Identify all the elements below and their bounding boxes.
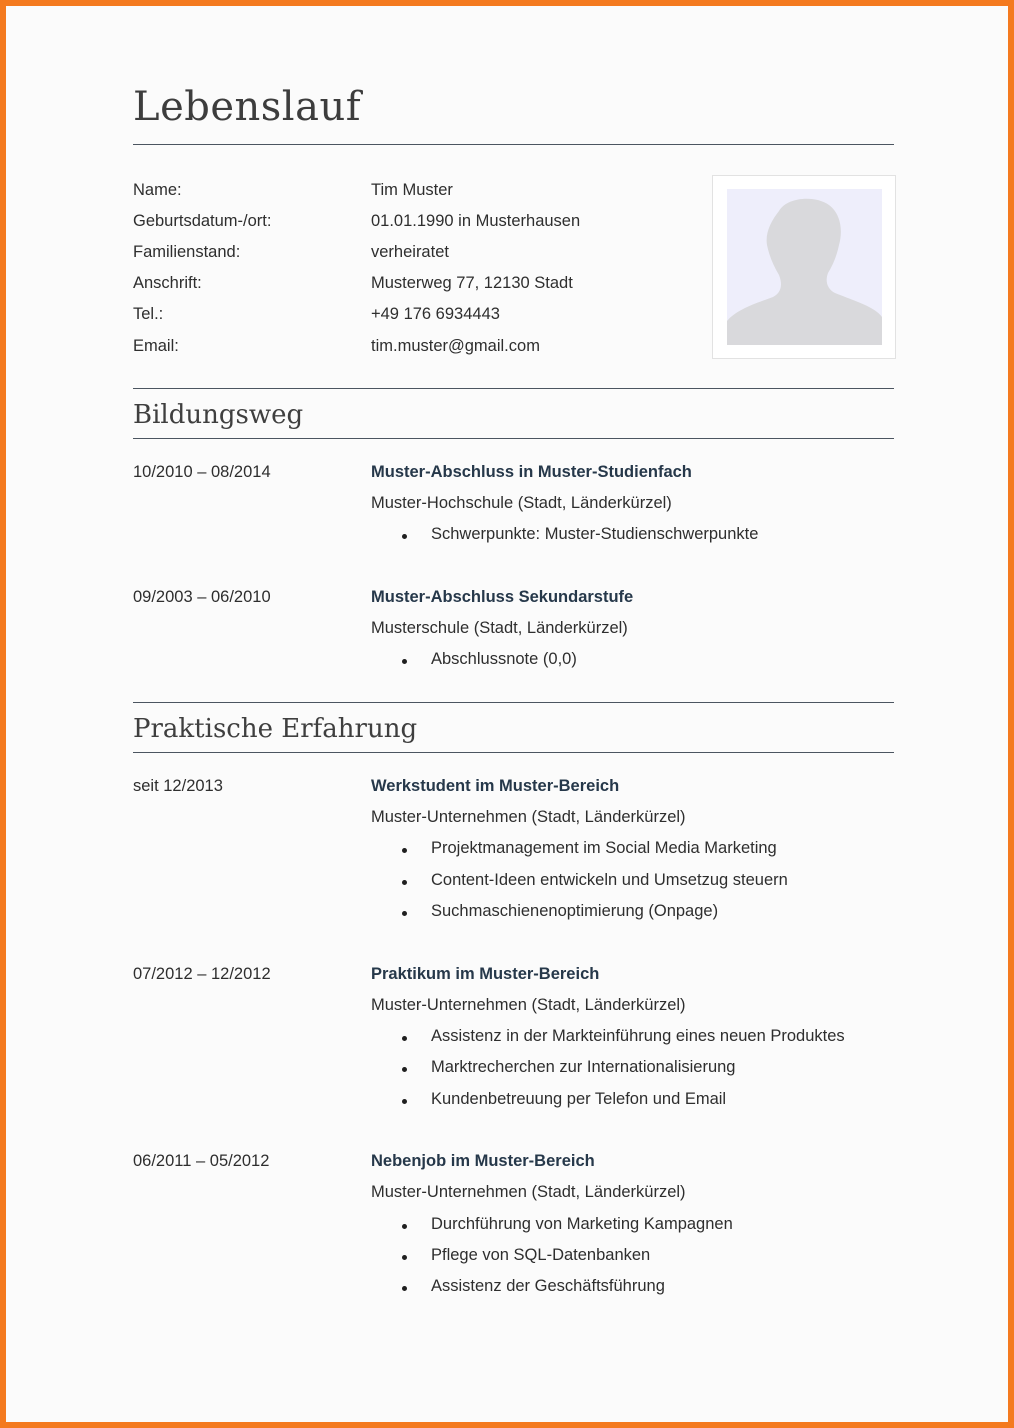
bullet-icon	[402, 659, 407, 664]
bullet-icon	[402, 1286, 407, 1291]
education-bottom-divider	[133, 438, 894, 439]
personal-value-birth: 01.01.1990 in Musterhausen	[371, 212, 581, 230]
bullet-icon	[402, 1255, 407, 1260]
personal-value-address: Musterweg 77, 12130 Stadt	[371, 274, 573, 292]
bullet-icon	[402, 848, 407, 853]
bullet-icon	[402, 880, 407, 885]
personal-label-address: Anschrift:	[133, 274, 202, 292]
experience-heading: Praktische Erfahrung	[133, 714, 418, 744]
personal-label-status: Familienstand:	[133, 243, 241, 261]
entry-dates: 07/2012 – 12/2012	[133, 965, 271, 983]
personal-label-birth: Geburtsdatum-/ort:	[133, 212, 272, 230]
entry-institution: Muster-Hochschule (Stadt, Länderkürzel)	[371, 494, 672, 512]
entry-title: Praktikum im Muster-Bereich	[371, 965, 600, 983]
entry-bullet: Content-Ideen entwickeln und Umsetzug steuern	[431, 871, 788, 889]
personal-value-email: tim.muster@gmail.com	[371, 337, 540, 355]
experience-top-divider	[133, 702, 894, 703]
entry-bullet: Abschlussnote (0,0)	[431, 650, 577, 668]
avatar-placeholder-icon	[727, 189, 882, 345]
entry-bullet: Assistenz der Geschäftsführung	[431, 1277, 665, 1295]
entry-institution: Muster-Unternehmen (Stadt, Länderkürzel)	[371, 1183, 686, 1201]
entry-title: Nebenjob im Muster-Bereich	[371, 1152, 595, 1170]
bullet-icon	[402, 1224, 407, 1229]
education-top-divider	[133, 388, 894, 389]
entry-institution: Muster-Unternehmen (Stadt, Länderkürzel)	[371, 996, 686, 1014]
education-heading: Bildungsweg	[133, 400, 304, 430]
entry-institution: Musterschule (Stadt, Länderkürzel)	[371, 619, 628, 637]
personal-label-phone: Tel.:	[133, 305, 164, 323]
document-title: Lebenslauf	[133, 84, 362, 130]
entry-bullet: Kundenbetreuung per Telefon und Email	[431, 1090, 727, 1108]
personal-value-phone: +49 176 6934443	[371, 305, 500, 323]
entry-bullet: Durchführung von Marketing Kampagnen	[431, 1215, 733, 1233]
personal-label-email: Email:	[133, 337, 179, 355]
personal-value-status: verheiratet	[371, 243, 449, 261]
personal-value-name: Tim Muster	[371, 181, 453, 199]
entry-bullet: Schwerpunkte: Muster-Studienschwerpunkte	[431, 525, 759, 543]
entry-dates: 10/2010 – 08/2014	[133, 463, 271, 481]
entry-bullet: Marktrecherchen zur Internationalisierung	[431, 1058, 736, 1076]
entry-dates: seit 12/2013	[133, 777, 223, 795]
bullet-icon	[402, 1099, 407, 1104]
bullet-icon	[402, 1067, 407, 1072]
bullet-icon	[402, 911, 407, 916]
profile-photo	[712, 175, 896, 359]
bullet-icon	[402, 1036, 407, 1041]
entry-dates: 06/2011 – 05/2012	[133, 1152, 270, 1170]
entry-dates: 09/2003 – 06/2010	[133, 588, 271, 606]
entry-institution: Muster-Unternehmen (Stadt, Länderkürzel)	[371, 808, 686, 826]
entry-title: Werkstudent im Muster-Bereich	[371, 777, 620, 795]
entry-bullet: Suchmaschienenoptimierung (Onpage)	[431, 902, 719, 920]
personal-label-name: Name:	[133, 181, 182, 199]
entry-title: Muster-Abschluss in Muster-Studienfach	[371, 463, 692, 481]
bullet-icon	[402, 534, 407, 539]
entry-title: Muster-Abschluss Sekundarstufe	[371, 588, 634, 606]
entry-bullet: Projektmanagement im Social Media Marketing	[431, 839, 777, 857]
experience-bottom-divider	[133, 752, 894, 753]
entry-bullet: Pflege von SQL-Datenbanken	[431, 1246, 651, 1264]
title-divider	[133, 144, 894, 145]
entry-bullet: Assistenz in der Markteinführung eines neuen Produktes	[431, 1027, 845, 1045]
